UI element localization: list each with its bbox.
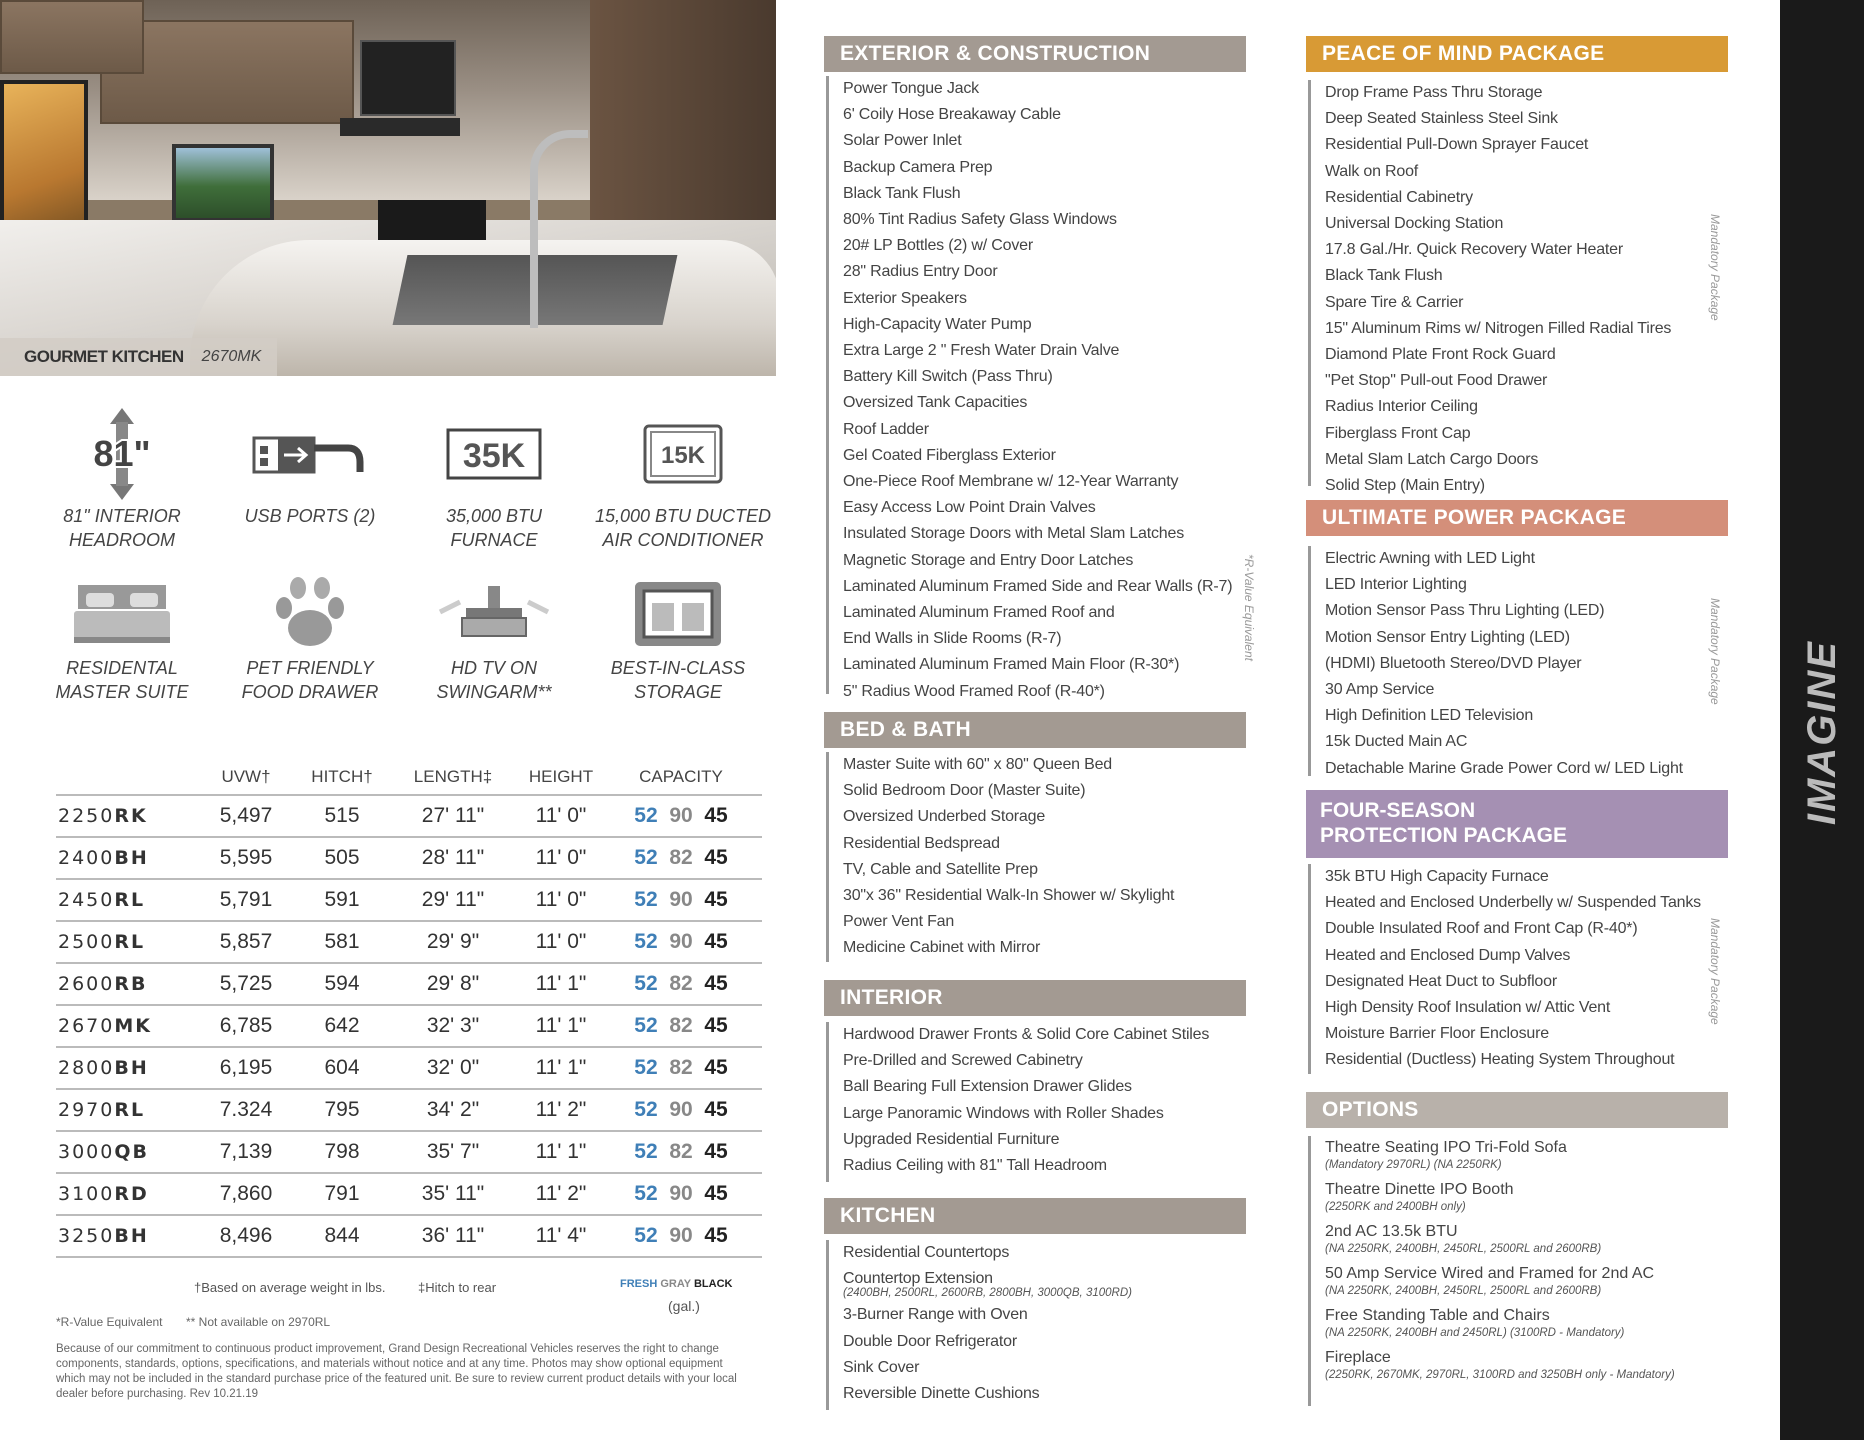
list-item: Exterior Speakers — [843, 289, 967, 307]
table-row — [56, 838, 762, 880]
capacity-cell: 52 82 45 — [634, 1014, 728, 1037]
length-cell: 29' 9" — [426, 930, 480, 953]
power-header: ULTIMATE POWER PACKAGE — [1306, 500, 1728, 536]
list-item: 30"x 36" Residential Walk-In Shower w/ Skylight — [843, 887, 1175, 905]
list-item: One-Piece Roof Membrane w/ 12-Year Warranty — [843, 473, 1179, 491]
table-row — [56, 1132, 762, 1174]
header-capacity: CAPACITY — [639, 767, 723, 786]
usb-icon — [220, 404, 400, 504]
tv-swingarm-icon — [404, 572, 584, 656]
list-item: Residential (Ductless) Heating System Throughout — [1325, 1051, 1675, 1069]
list-item: Designated Heat Duct to Subfloor — [1325, 972, 1557, 990]
peace-header: PEACE OF MIND PACKAGE — [1306, 36, 1728, 72]
note-rvalue: *R-Value Equivalent — [56, 1315, 163, 1329]
table-row — [56, 1048, 762, 1090]
list-item: High Definition LED Television — [1325, 707, 1534, 725]
list-item: Residential Bedspread — [843, 834, 1000, 852]
list-item: Black Tank Flush — [843, 184, 961, 202]
capacity-cell: 52 82 45 — [634, 1056, 728, 1079]
list-item: Electric Awning with LED Light — [1325, 550, 1535, 567]
options-list — [1308, 1136, 1675, 1406]
svg-text:35K: 35K — [462, 437, 526, 475]
option-note: (NA 2250RK, 2400BH, 2450RL, 2500RL and 2600RB) — [1325, 1285, 1602, 1297]
list-item: Power Tongue Jack — [843, 80, 979, 97]
uvw-cell: 6,195 — [219, 1056, 273, 1079]
list-item: Moisture Barrier Floor Enclosure — [1325, 1025, 1549, 1043]
ac-15k-icon — [588, 404, 778, 504]
list-item: Roof Ladder — [843, 420, 929, 438]
hitch-cell: 604 — [324, 1056, 360, 1079]
list-item: Reversible Dinette Cushions — [843, 1385, 1040, 1403]
uvw-cell: 5,497 — [219, 804, 273, 827]
list-item: Solid Step (Main Entry) — [1325, 477, 1485, 495]
furnace-35k-icon — [404, 404, 584, 504]
fourseason-side-note: Mandatory Package — [1708, 918, 1722, 1025]
list-item: Black Tank Flush — [1325, 267, 1443, 285]
uvw-cell: 7,860 — [219, 1182, 273, 1205]
list-item: Pre-Drilled and Screwed Cabinetry — [843, 1052, 1083, 1070]
list-item: Heated and Enclosed Dump Valves — [1325, 946, 1571, 964]
list-item: Double Insulated Roof and Front Cap (R-40*) — [1325, 920, 1638, 938]
list-item: Diamond Plate Front Rock Guard — [1325, 346, 1556, 364]
specs-table — [56, 760, 762, 1258]
capacity-cell: 52 90 45 — [634, 804, 728, 827]
list-item: 28" Radius Entry Door — [843, 263, 998, 281]
height-cell: 11' 2" — [535, 1098, 587, 1121]
hitch-cell: 844 — [324, 1224, 360, 1247]
height-cell: 11' 1" — [535, 1056, 587, 1079]
list-item: Spare Tire & Carrier — [1325, 293, 1464, 311]
countertop-ext-note: (2400BH, 2500RL, 2600RB, 2800BH, 3000QB, 3100RD) — [843, 1287, 1132, 1300]
feature-label: USB PORTS (2) — [244, 506, 376, 526]
feature-headroom — [32, 404, 212, 552]
list-item: Drop Frame Pass Thru Storage — [1325, 84, 1543, 101]
power-side-note: Mandatory Package — [1708, 598, 1722, 705]
length-cell: 32' 3" — [426, 1014, 480, 1037]
hitch-cell: 594 — [324, 972, 360, 995]
hitch-cell: 591 — [324, 888, 360, 911]
list-item: Hardwood Drawer Fronts & Solid Core Cabinet Stiles — [843, 1026, 1210, 1043]
list-item: Residential Countertops — [843, 1244, 1010, 1261]
list-item: Oversized Tank Capacities — [843, 394, 1028, 412]
svg-text:15K: 15K — [660, 442, 706, 469]
uvw-cell: 5,791 — [219, 888, 273, 911]
model-number: 2250RK — [58, 805, 148, 827]
model-number: 2970RL — [58, 1099, 146, 1121]
list-item: Deep Seated Stainless Steel Sink — [1325, 110, 1558, 128]
height-cell: 11' 0" — [535, 804, 587, 827]
footnote-hitch: ‡Hitch to rear — [418, 1280, 497, 1295]
list-item: 35k BTU High Capacity Furnace — [1325, 868, 1549, 885]
capacity-cell: 52 82 45 — [634, 846, 728, 869]
feature-usb — [220, 404, 400, 528]
bedbath-list — [826, 752, 1174, 962]
list-item: Fiberglass Front Cap — [1325, 424, 1471, 442]
capacity-cell: 52 82 45 — [634, 972, 728, 995]
uvw-cell: 5,725 — [219, 972, 273, 995]
table-row — [56, 1216, 762, 1258]
capacity-cell: 52 90 45 — [634, 930, 728, 953]
list-item: Double Door Refrigerator — [843, 1332, 1017, 1350]
power-list — [1308, 546, 1683, 776]
header-uvw: UVW† — [221, 767, 271, 786]
uvw-cell: 5,857 — [219, 930, 273, 953]
list-item: Easy Access Low Point Drain Valves — [843, 499, 1096, 517]
option-name: Free Standing Table and Chairs — [1325, 1307, 1550, 1324]
interior-list — [826, 1022, 1209, 1182]
feature-label: RESIDENTAL MASTER SUITE — [55, 658, 189, 702]
exterior-header: EXTERIOR & CONSTRUCTION — [824, 36, 1246, 72]
uvw-cell: 8,496 — [219, 1224, 273, 1247]
kitchen-header: KITCHEN — [824, 1198, 1246, 1234]
length-cell: 36' 11" — [421, 1224, 485, 1247]
option-note: (2250RK, 2670MK, 2970RL, 3100RD and 3250BH only - Mandatory) — [1325, 1369, 1675, 1381]
option-name: 2nd AC 13.5k BTU — [1325, 1223, 1458, 1240]
height-cell: 11' 0" — [535, 888, 587, 911]
header-length: LENGTH‡ — [413, 767, 493, 786]
list-item: Walk on Roof — [1325, 162, 1419, 180]
fourseason-header: FOUR-SEASON PROTECTION PACKAGE — [1306, 790, 1728, 858]
disclaimer: Because of our commitment to continuous product improvement, Grand Design Recreational Vehicles reserves the right to change components, standards, options, specifications, and materials without notice and at any time. Photos may show optional equipment which may not be included in the standard purchase price of the featured unit. Be sure to review current product details with your local dealer before purchasing. Rev 10.21.19 — [56, 1343, 737, 1400]
capacity-cell: 52 90 45 — [634, 1224, 728, 1247]
list-item: Upgraded Residential Furniture — [843, 1130, 1060, 1148]
list-item: Countertop Extension — [843, 1270, 993, 1288]
hitch-cell: 642 — [324, 1014, 360, 1037]
list-item: Sink Cover — [843, 1358, 920, 1376]
length-cell: 35' 7" — [426, 1140, 480, 1163]
length-cell: 35' 11" — [421, 1182, 485, 1205]
note-swingarm: ** Not available on 2970RL — [186, 1315, 331, 1329]
feature-furnace — [404, 404, 584, 552]
bed-icon — [32, 572, 212, 656]
list-item: Battery Kill Switch (Pass Thru) — [843, 368, 1053, 386]
list-item: 15" Aluminum Rims w/ Nitrogen Filled Radial Tires — [1325, 319, 1672, 337]
list-item: Motion Sensor Entry Lighting (LED) — [1325, 628, 1570, 646]
list-item: Radius Interior Ceiling — [1325, 398, 1478, 416]
list-item: High Density Roof Insulation w/ Attic Vent — [1325, 999, 1611, 1017]
hitch-cell: 515 — [324, 804, 360, 827]
table-header — [56, 760, 762, 796]
height-cell: 11' 4" — [535, 1224, 587, 1247]
feature-label: BEST-IN-CLASS STORAGE — [610, 658, 746, 702]
length-cell: 28' 11" — [421, 846, 485, 869]
table-row — [56, 796, 762, 838]
height-cell: 11' 0" — [535, 846, 587, 869]
height-cell: 11' 0" — [535, 930, 587, 953]
height-cell: 11' 2" — [535, 1182, 587, 1205]
list-item: Solar Power Inlet — [843, 132, 962, 150]
option-name: Theatre Seating IPO Tri-Fold Sofa — [1325, 1139, 1567, 1156]
kitchen-list — [826, 1240, 1132, 1410]
list-item: Backup Camera Prep — [843, 158, 993, 176]
table-row — [56, 1006, 762, 1048]
list-item: Gel Coated Fiberglass Exterior — [843, 446, 1056, 464]
list-item: Oversized Underbed Storage — [843, 808, 1046, 826]
list-item: Radius Ceiling with 81" Tall Headroom — [843, 1157, 1107, 1175]
height-cell: 11' 1" — [535, 1140, 587, 1163]
header-hitch: HITCH† — [311, 767, 373, 786]
list-item: Detachable Marine Grade Power Cord w/ LED Light — [1325, 759, 1683, 777]
uvw-cell: 7.324 — [219, 1098, 273, 1121]
list-item: "Pet Stop" Pull-out Food Drawer — [1325, 372, 1548, 390]
paw-icon — [220, 572, 400, 656]
list-item: Residential Pull-Down Sprayer Faucet — [1325, 136, 1589, 154]
list-item: Laminated Aluminum Framed Side and Rear Walls (R-7) — [843, 577, 1233, 595]
list-item: Large Panoramic Windows with Roller Shades — [843, 1104, 1164, 1122]
hitch-cell: 505 — [324, 846, 360, 869]
feature-master-suite — [32, 572, 212, 704]
hitch-cell: 791 — [324, 1182, 360, 1205]
list-item: (HDMI) Bluetooth Stereo/DVD Player — [1325, 654, 1582, 672]
exterior-list — [826, 76, 1233, 700]
list-item: LED Interior Lighting — [1325, 576, 1467, 594]
bedbath-header: BED & BATH — [824, 712, 1246, 748]
table-row — [56, 964, 762, 1006]
feature-label: PET FRIENDLY FOOD DRAWER — [241, 658, 379, 702]
feature-label: 15,000 BTU DUCTED AIR CONDITIONER — [594, 506, 772, 550]
list-item: End Walls in Slide Rooms (R-7) — [843, 630, 1062, 648]
list-item: Extra Large 2 " Fresh Water Drain Valve — [843, 342, 1120, 360]
list-item: Residential Cabinetry — [1325, 188, 1473, 206]
list-item: Motion Sensor Pass Thru Lighting (LED) — [1325, 602, 1605, 620]
list-item: Laminated Aluminum Framed Main Floor (R-30*) — [843, 656, 1180, 674]
list-item: Metal Slam Latch Cargo Doors — [1325, 450, 1539, 468]
list-item: 15k Ducted Main AC — [1325, 733, 1468, 751]
list-item: Medicine Cabinet with Mirror — [843, 939, 1041, 957]
table-row — [56, 922, 762, 964]
header-height: HEIGHT — [528, 767, 594, 786]
interior-header: INTERIOR — [824, 980, 1246, 1016]
options-header: OPTIONS — [1306, 1092, 1728, 1128]
list-item: Master Suite with 60" x 80" Queen Bed — [843, 756, 1112, 773]
length-cell: 27' 11" — [421, 804, 485, 827]
option-name: 50 Amp Service Wired and Framed for 2nd AC — [1325, 1265, 1655, 1282]
model-number: 3100RD — [58, 1183, 149, 1205]
kitchen-photo — [0, 0, 776, 376]
peace-list — [1308, 80, 1672, 495]
list-item: Magnetic Storage and Entry Door Latches — [843, 551, 1134, 569]
feature-label: 81" INTERIOR HEADROOM — [63, 506, 181, 550]
length-cell: 29' 11" — [421, 888, 485, 911]
list-item: Heated and Enclosed Underbelly w/ Suspended Tanks — [1325, 894, 1701, 912]
length-cell: 32' 0" — [426, 1056, 480, 1079]
model-number: 2600RB — [58, 973, 148, 995]
list-item: Power Vent Fan — [843, 913, 955, 931]
uvw-cell: 6,785 — [219, 1014, 273, 1037]
list-item: Insulated Storage Doors with Metal Slam Latches — [843, 525, 1184, 543]
list-item: TV, Cable and Satellite Prep — [843, 860, 1038, 878]
list-item: 30 Amp Service — [1325, 681, 1435, 699]
list-item: 17.8 Gal./Hr. Quick Recovery Water Heater — [1325, 241, 1623, 259]
list-item: 5" Radius Wood Framed Roof (R-40*) — [843, 682, 1105, 700]
table-row — [56, 1090, 762, 1132]
model-number: 2400BH — [58, 847, 149, 869]
svg-text:81": 81" — [93, 433, 151, 474]
option-name: Theatre Dinette IPO Booth — [1325, 1181, 1514, 1198]
list-item: 3-Burner Range with Oven — [843, 1306, 1028, 1324]
length-cell: 29' 8" — [426, 972, 480, 995]
table-row — [56, 880, 762, 922]
feature-tv-swingarm — [404, 572, 584, 704]
peace-side-note: Mandatory Package — [1708, 214, 1722, 321]
hitch-cell: 798 — [324, 1140, 360, 1163]
option-note: (NA 2250RK, 2400BH, 2450RL, 2500RL and 2600RB) — [1325, 1243, 1602, 1255]
feature-label: HD TV ON SWINGARM** — [436, 658, 552, 702]
list-item: 20# LP Bottles (2) w/ Cover — [843, 237, 1033, 255]
caption-model: 2670MK — [201, 348, 262, 365]
list-item: Ball Bearing Full Extension Drawer Glides — [843, 1078, 1132, 1096]
capacity-legend: FRESH GRAY BLACK — [620, 1278, 733, 1290]
capacity-cell: 52 82 45 — [634, 1140, 728, 1163]
length-cell: 34' 2" — [426, 1098, 480, 1121]
uvw-cell: 5,595 — [219, 846, 273, 869]
list-item: 80% Tint Radius Safety Glass Windows — [843, 211, 1117, 229]
table-row — [56, 1174, 762, 1216]
model-number: 2500RL — [58, 931, 146, 953]
capacity-cell: 52 90 45 — [634, 888, 728, 911]
model-number: 3250BH — [58, 1225, 149, 1247]
fourseason-list — [1308, 864, 1701, 1074]
height-cell: 11' 1" — [535, 1014, 587, 1037]
model-number: 2800BH — [58, 1057, 149, 1079]
rvalue-side-note: *R-Value Equivalent — [1242, 554, 1256, 661]
hitch-cell: 795 — [324, 1098, 360, 1121]
feature-label: 35,000 BTU FURNACE — [445, 506, 543, 550]
storage-icon — [588, 572, 768, 656]
list-item: Universal Docking Station — [1325, 215, 1504, 233]
option-note: (NA 2250RK, 2400BH and 2450RL) (3100RD - Mandatory) — [1325, 1327, 1625, 1339]
uvw-cell: 7,139 — [219, 1140, 273, 1163]
model-number: 2450RL — [58, 889, 146, 911]
feature-storage — [588, 572, 768, 704]
brand-name: IMAGINE — [1800, 640, 1844, 826]
feature-pet-drawer — [220, 572, 400, 704]
list-item: High-Capacity Water Pump — [843, 315, 1032, 333]
list-item: Solid Bedroom Door (Master Suite) — [843, 782, 1086, 800]
list-item: 6' Coily Hose Breakaway Cable — [843, 106, 1061, 124]
hitch-cell: 581 — [324, 930, 360, 953]
height-cell: 11' 1" — [535, 972, 587, 995]
capacity-cell: 52 90 45 — [634, 1182, 728, 1205]
option-note: (Mandatory 2970RL) (NA 2250RK) — [1325, 1159, 1502, 1171]
caption-title: GOURMET KITCHEN — [24, 347, 184, 366]
list-item: Laminated Aluminum Framed Roof and — [843, 604, 1115, 622]
headroom-81-icon — [32, 404, 212, 504]
feature-ac — [588, 404, 778, 552]
photo-caption — [0, 338, 277, 376]
capacity-unit: (gal.) — [668, 1298, 700, 1314]
model-number: 2670MK — [58, 1015, 152, 1037]
option-note: (2250RK and 2400BH only) — [1325, 1201, 1466, 1213]
footnote-weight: †Based on average weight in lbs. — [194, 1280, 386, 1295]
option-name: Fireplace — [1325, 1349, 1391, 1366]
capacity-cell: 52 90 45 — [634, 1098, 728, 1121]
model-number: 3000QB — [58, 1141, 149, 1163]
